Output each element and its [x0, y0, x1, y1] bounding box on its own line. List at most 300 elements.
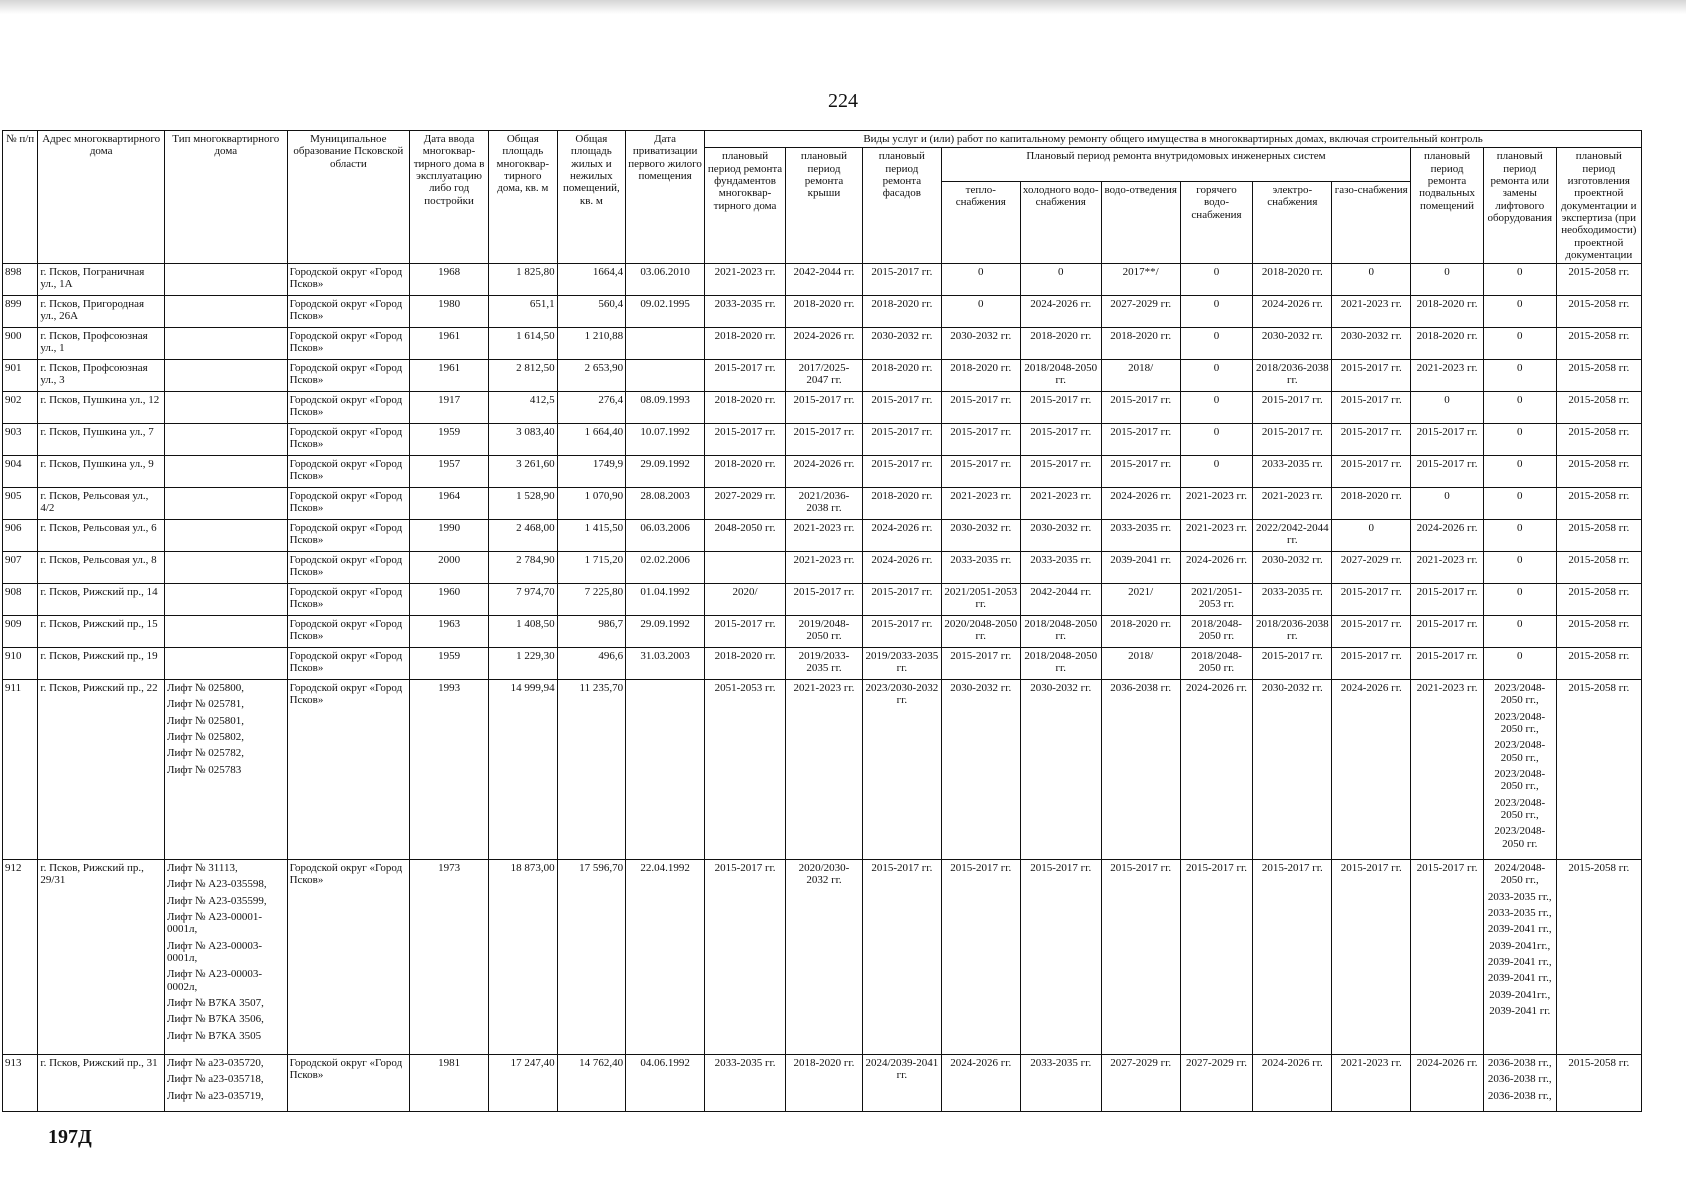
- document-code: 197Д: [48, 1126, 92, 1148]
- cell-foundation: 2027-2029 гг.: [705, 488, 786, 520]
- cell-living-area: 2 653,90: [557, 360, 626, 392]
- cell-basement: 0: [1411, 264, 1484, 296]
- header-sewer: водо-отведения: [1101, 182, 1180, 264]
- cell-gas: 2015-2017 гг.: [1332, 616, 1411, 648]
- cell-total-area: 14 999,94: [489, 680, 558, 860]
- cell-total-area: 2 468,00: [489, 520, 558, 552]
- elevator-period: 2023/2048-2050 гг.,: [1494, 796, 1546, 821]
- elevator-period: 2036-2038 гг.,: [1487, 1057, 1552, 1070]
- cell-num: 903: [3, 424, 38, 456]
- cell-address: г. Псков, Рижский пр., 31: [38, 1055, 165, 1112]
- cell-electric: 2024-2026 гг.: [1253, 296, 1332, 328]
- cell-cold-water: 2018-2020 гг.: [1020, 328, 1101, 360]
- cell-hot-water: 0: [1180, 264, 1253, 296]
- cell-living-area: 1749,9: [557, 456, 626, 488]
- cell-heat: 2030-2032 гг.: [941, 680, 1020, 860]
- cell-num: 900: [3, 328, 38, 360]
- cell-electric: 2022/2042-2044 гг.: [1253, 520, 1332, 552]
- cell-foundation: 2018-2020 гг.: [705, 392, 786, 424]
- cell-facade: 2024-2026 гг.: [862, 552, 941, 584]
- elevator-period: 2039-2041 гг.,: [1487, 923, 1552, 936]
- cell-roof: 2017/2025-2047 гг.: [786, 360, 863, 392]
- cell-cold-water: 2015-2017 гг.: [1020, 392, 1101, 424]
- cell-year: 1957: [410, 456, 489, 488]
- cell-num: 901: [3, 360, 38, 392]
- cell-privatization: 02.02.2006: [626, 552, 705, 584]
- cell-basement: 2024-2026 гг.: [1411, 520, 1484, 552]
- cell-type: [165, 360, 288, 392]
- cell-sewer: 2018/: [1101, 648, 1180, 680]
- cell-hot-water: 2021/2051-2053 гг.: [1180, 584, 1253, 616]
- cell-facade: 2015-2017 гг.: [862, 456, 941, 488]
- cell-roof: 2021-2023 гг.: [786, 552, 863, 584]
- cell-roof: 2015-2017 гг.: [786, 392, 863, 424]
- cell-living-area: 1 715,20: [557, 552, 626, 584]
- table-row: [3, 424, 1642, 456]
- cell-hot-water: 2024-2026 гг.: [1180, 680, 1253, 860]
- header-total-area: Общая площадь многоквар-тирного дома, кв. м: [489, 131, 558, 264]
- cell-electric: 2030-2032 гг.: [1253, 328, 1332, 360]
- cell-hot-water: 2021-2023 гг.: [1180, 488, 1253, 520]
- cell-address: г. Псков, Рельсовая ул., 8: [38, 552, 165, 584]
- cell-lifts: [165, 1055, 288, 1112]
- cell-foundation: 2015-2017 гг.: [705, 424, 786, 456]
- cell-living-area: 496,6: [557, 648, 626, 680]
- cell-address: г. Псков, Рижский пр., 19: [38, 648, 165, 680]
- table-row: [3, 328, 1642, 360]
- table-row: [3, 680, 1642, 860]
- cell-total-area: 651,1: [489, 296, 558, 328]
- cell-address: г. Псков, Рельсовая ул., 6: [38, 520, 165, 552]
- cell-num: 908: [3, 584, 38, 616]
- cell-type: [165, 648, 288, 680]
- cell-living-area: 7 225,80: [557, 584, 626, 616]
- cell-total-area: 3 261,60: [489, 456, 558, 488]
- cell-heat: 2030-2032 гг.: [941, 328, 1020, 360]
- cell-facade: 2015-2017 гг.: [862, 424, 941, 456]
- lift-item: Лифт № 025781,: [167, 698, 245, 711]
- cell-municipality: Городской округ «Город Псков»: [287, 456, 410, 488]
- cell-facade: 2018-2020 гг.: [862, 296, 941, 328]
- lift-item: Лифт № 025801,: [167, 714, 245, 727]
- cell-facade: 2015-2017 гг.: [862, 392, 941, 424]
- header-living-area: Общая площадь жилых и нежилых помещений, кв. м: [557, 131, 626, 264]
- cell-electric: 2015-2017 гг.: [1253, 648, 1332, 680]
- cell-design: 2015-2058 гг.: [1556, 648, 1641, 680]
- cell-num: 911: [3, 680, 38, 860]
- cell-heat: 2015-2017 гг.: [941, 392, 1020, 424]
- cell-foundation: 2033-2035 гг.: [705, 1055, 786, 1112]
- cell-sewer: 2039-2041 гг.: [1101, 552, 1180, 584]
- cell-elevator: 0: [1483, 552, 1556, 584]
- cell-privatization: [626, 328, 705, 360]
- cell-design: 2015-2058 гг.: [1556, 552, 1641, 584]
- header-systems-group: Плановый период ремонта внутридомовых инженерных систем: [941, 148, 1410, 182]
- cell-living-area: 1 415,50: [557, 520, 626, 552]
- cell-design: 2015-2058 гг.: [1556, 584, 1641, 616]
- cell-year: 1960: [410, 584, 489, 616]
- cell-year: 1917: [410, 392, 489, 424]
- cell-hot-water: 0: [1180, 424, 1253, 456]
- cell-privatization: 22.04.1992: [626, 860, 705, 1055]
- cell-design: 2015-2058 гг.: [1556, 1055, 1641, 1112]
- cell-heat: 2015-2017 гг.: [941, 424, 1020, 456]
- cell-type: [165, 424, 288, 456]
- cell-basement: 0: [1411, 488, 1484, 520]
- cell-basement: 2015-2017 гг.: [1411, 616, 1484, 648]
- cell-foundation: 2033-2035 гг.: [705, 296, 786, 328]
- cell-elevator: 0: [1483, 488, 1556, 520]
- lift-item: Лифт № В7КА 3506,: [167, 1013, 264, 1026]
- cell-roof: 2021-2023 гг.: [786, 680, 863, 860]
- cell-gas: 2015-2017 гг.: [1332, 648, 1411, 680]
- cell-heat: 2015-2017 гг.: [941, 456, 1020, 488]
- cell-basement: 2018-2020 гг.: [1411, 328, 1484, 360]
- elevator-period: 2023/2048-2050 гг.: [1494, 825, 1546, 850]
- cell-roof: 2024-2026 гг.: [786, 328, 863, 360]
- cell-living-area: 986,7: [557, 616, 626, 648]
- cell-gas: 2015-2017 гг.: [1332, 424, 1411, 456]
- table-row: [3, 520, 1642, 552]
- cell-municipality: Городской округ «Город Псков»: [287, 264, 410, 296]
- cell-municipality: Городской округ «Город Псков»: [287, 520, 410, 552]
- table-row: [3, 1055, 1642, 1112]
- header-roof: плановый период ремонта крыши: [786, 148, 863, 264]
- cell-gas: 2024-2026 гг.: [1332, 680, 1411, 860]
- cell-num: 905: [3, 488, 38, 520]
- cell-privatization: [626, 680, 705, 860]
- cell-foundation: 2051-2053 гг.: [705, 680, 786, 860]
- cell-total-area: 18 873,00: [489, 860, 558, 1055]
- cell-type: [165, 456, 288, 488]
- cell-elevator: [1483, 860, 1556, 1055]
- cell-design: 2015-2058 гг.: [1556, 680, 1641, 860]
- cell-foundation: 2015-2017 гг.: [705, 616, 786, 648]
- cell-address: г. Псков, Профсоюзная ул., 3: [38, 360, 165, 392]
- cell-facade: 2015-2017 гг.: [862, 584, 941, 616]
- cell-year: 1990: [410, 520, 489, 552]
- cell-num: 902: [3, 392, 38, 424]
- cell-address: г. Псков, Рижский пр., 14: [38, 584, 165, 616]
- cell-type: [165, 392, 288, 424]
- cell-design: 2015-2058 гг.: [1556, 616, 1641, 648]
- cell-gas: 0: [1332, 264, 1411, 296]
- cell-municipality: Городской округ «Город Псков»: [287, 392, 410, 424]
- cell-facade: 2018-2020 гг.: [862, 488, 941, 520]
- cell-living-area: 1 664,40: [557, 424, 626, 456]
- cell-type: [165, 328, 288, 360]
- cell-foundation: 2021-2023 гг.: [705, 264, 786, 296]
- cell-electric: 2033-2035 гг.: [1253, 456, 1332, 488]
- cell-address: г. Псков, Пушкина ул., 9: [38, 456, 165, 488]
- cell-roof: 2020/2030-2032 гг.: [786, 860, 863, 1055]
- lift-item: Лифт № В7КА 3507,: [167, 996, 264, 1009]
- cell-sewer: 2021/: [1101, 584, 1180, 616]
- cell-municipality: Городской округ «Город Псков»: [287, 680, 410, 860]
- header-hot-water: горячего водо-снабжения: [1180, 182, 1253, 264]
- cell-roof: 2019/2033-2035 гг.: [786, 648, 863, 680]
- cell-heat: 0: [941, 264, 1020, 296]
- cell-municipality: Городской округ «Город Псков»: [287, 584, 410, 616]
- cell-gas: 2015-2017 гг.: [1332, 584, 1411, 616]
- lift-item: Лифт № А23-035599,: [167, 894, 267, 907]
- elevator-period: 2039-2041 гг.: [1489, 1004, 1551, 1017]
- cell-heat: 2015-2017 гг.: [941, 860, 1020, 1055]
- cell-privatization: 28.08.2003: [626, 488, 705, 520]
- table-row: [3, 860, 1642, 1055]
- lift-item: Лифт № 31113,: [167, 862, 238, 875]
- lift-item: Лифт № 025800,: [167, 682, 245, 695]
- cell-privatization: [626, 360, 705, 392]
- cell-year: 1959: [410, 424, 489, 456]
- cell-hot-water: 0: [1180, 456, 1253, 488]
- cell-cold-water: 2015-2017 гг.: [1020, 860, 1101, 1055]
- cell-address: г. Псков, Пригородная ул., 26А: [38, 296, 165, 328]
- lift-item: Лифт № А23-035598,: [167, 878, 267, 891]
- cell-elevator: [1483, 1055, 1556, 1112]
- elevator-period: 2039-2041гг.,: [1489, 988, 1551, 1001]
- cell-living-area: 560,4: [557, 296, 626, 328]
- header-design-docs: плановый период изготовления проектной документации и экспертиза (при необходимости) проектной документации: [1556, 148, 1641, 264]
- cell-foundation: 2015-2017 гг.: [705, 860, 786, 1055]
- header-basement: плановый период ремонта подвальных помещений: [1411, 148, 1484, 264]
- cell-elevator: 0: [1483, 584, 1556, 616]
- lift-item: Лифт № 025782,: [167, 747, 245, 760]
- header-works-group: Виды услуг и (или) работ по капитальному ремонту общего имущества в многоквартирных домах, включая строительный контроль: [705, 131, 1642, 148]
- elevator-period: 2039-2041 гг.,: [1487, 956, 1552, 968]
- cell-basement: 0: [1411, 392, 1484, 424]
- cell-type: [165, 296, 288, 328]
- cell-heat: 2033-2035 гг.: [941, 552, 1020, 584]
- cell-hot-water: 2027-2029 гг.: [1180, 1055, 1253, 1112]
- cell-cold-water: 0: [1020, 264, 1101, 296]
- cell-gas: 2015-2017 гг.: [1332, 860, 1411, 1055]
- cell-gas: 2021-2023 гг.: [1332, 1055, 1411, 1112]
- cell-foundation: 2020/: [705, 584, 786, 616]
- cell-roof: 2019/2048-2050 гг.: [786, 616, 863, 648]
- cell-privatization: 08.09.1993: [626, 392, 705, 424]
- cell-heat: 0: [941, 296, 1020, 328]
- elevator-period: 2023/2048-2050 гг.,: [1494, 768, 1546, 793]
- cell-cold-water: 2018/2048-2050 гг.: [1020, 648, 1101, 680]
- cell-design: 2015-2058 гг.: [1556, 296, 1641, 328]
- elevator-period: 2023/2048-2050 гг.,: [1494, 710, 1546, 736]
- cell-elevator: 0: [1483, 360, 1556, 392]
- cell-hot-water: 0: [1180, 392, 1253, 424]
- cell-sewer: 2017**/: [1101, 264, 1180, 296]
- cell-cold-water: 2018/2048-2050 гг.: [1020, 360, 1101, 392]
- cell-foundation: 2018-2020 гг.: [705, 328, 786, 360]
- cell-year: 1993: [410, 680, 489, 860]
- cell-heat: 2021-2023 гг.: [941, 488, 1020, 520]
- table-header: [3, 131, 1642, 264]
- lift-item: Лифт № В7КА 3505: [167, 1029, 262, 1042]
- cell-electric: 2030-2032 гг.: [1253, 680, 1332, 860]
- cell-electric: 2030-2032 гг.: [1253, 552, 1332, 584]
- cell-lifts: [165, 860, 288, 1055]
- lift-item: Лифт № А23-00001-0001л,: [167, 911, 263, 936]
- cell-basement: 2015-2017 гг.: [1411, 584, 1484, 616]
- cell-gas: 2027-2029 гг.: [1332, 552, 1411, 584]
- cell-year: 2000: [410, 552, 489, 584]
- cell-privatization: 29.09.1992: [626, 616, 705, 648]
- cell-design: 2015-2058 гг.: [1556, 264, 1641, 296]
- table-row: [3, 584, 1642, 616]
- cell-year: 1981: [410, 1055, 489, 1112]
- lift-item: Лифт № а23-035719,: [167, 1089, 264, 1102]
- cell-gas: 0: [1332, 520, 1411, 552]
- cell-gas: 2015-2017 гг.: [1332, 360, 1411, 392]
- header-heat: тепло-снабжения: [941, 182, 1020, 264]
- cell-electric: 2015-2017 гг.: [1253, 424, 1332, 456]
- cell-cold-water: 2024-2026 гг.: [1020, 296, 1101, 328]
- cell-roof: 2015-2017 гг.: [786, 424, 863, 456]
- cell-heat: 2018-2020 гг.: [941, 360, 1020, 392]
- cell-municipality: Городской округ «Город Псков»: [287, 296, 410, 328]
- header-commission: Дата ввода многоквар-тирного дома в эксплуатацию либо год постройки: [410, 131, 489, 264]
- cell-roof: 2015-2017 гг.: [786, 584, 863, 616]
- cell-type: [165, 520, 288, 552]
- elevator-period: 2033-2035 гг.,: [1487, 890, 1552, 903]
- cell-address: г. Псков, Рельсовая ул., 4/2: [38, 488, 165, 520]
- cell-sewer: 2033-2035 гг.: [1101, 520, 1180, 552]
- table-row: [3, 392, 1642, 424]
- cell-address: г. Псков, Рижский пр., 15: [38, 616, 165, 648]
- cell-sewer: 2027-2029 гг.: [1101, 296, 1180, 328]
- cell-electric: 2033-2035 гг.: [1253, 584, 1332, 616]
- cell-municipality: Городской округ «Город Псков»: [287, 1055, 410, 1112]
- cell-total-area: 17 247,40: [489, 1055, 558, 1112]
- cell-electric: 2018/2036-2038 гг.: [1253, 616, 1332, 648]
- cell-living-area: 1 210,88: [557, 328, 626, 360]
- cell-electric: 2015-2017 гг.: [1253, 392, 1332, 424]
- cell-facade: 2018-2020 гг.: [862, 360, 941, 392]
- cell-gas: 2015-2017 гг.: [1332, 456, 1411, 488]
- cell-hot-water: 2018/2048-2050 гг.: [1180, 648, 1253, 680]
- cell-total-area: 2 812,50: [489, 360, 558, 392]
- cell-elevator: 0: [1483, 424, 1556, 456]
- cell-basement: 2015-2017 гг.: [1411, 456, 1484, 488]
- cell-heat: 2015-2017 гг.: [941, 648, 1020, 680]
- header-num: № п/п: [3, 131, 38, 264]
- header-foundation: плановый период ремонта фундаментов многоквар-тирного дома: [705, 148, 786, 264]
- cell-heat: 2020/2048-2050 гг.: [941, 616, 1020, 648]
- cell-design: 2015-2058 гг.: [1556, 488, 1641, 520]
- cell-design: 2015-2058 гг.: [1556, 328, 1641, 360]
- cell-privatization: 31.03.2003: [626, 648, 705, 680]
- cell-municipality: Городской округ «Город Псков»: [287, 860, 410, 1055]
- cell-sewer: 2024-2026 гг.: [1101, 488, 1180, 520]
- cell-total-area: 2 784,90: [489, 552, 558, 584]
- elevator-period: 2039-2041гг.,: [1489, 939, 1551, 952]
- cell-living-area: 17 596,70: [557, 860, 626, 1055]
- elevator-period: 2023/2048-2050 гг.,: [1494, 739, 1546, 764]
- cell-privatization: 10.07.1992: [626, 424, 705, 456]
- cell-hot-water: 2024-2026 гг.: [1180, 552, 1253, 584]
- cell-municipality: Городской округ «Город Псков»: [287, 648, 410, 680]
- cell-total-area: 1 614,50: [489, 328, 558, 360]
- lift-item: Лифт № А23-00003-0002л,: [167, 968, 263, 993]
- cell-privatization: 01.04.1992: [626, 584, 705, 616]
- cell-municipality: Городской округ «Город Псков»: [287, 360, 410, 392]
- cell-elevator: [1483, 680, 1556, 860]
- cell-address: г. Псков, Пушкина ул., 12: [38, 392, 165, 424]
- cell-cold-water: 2015-2017 гг.: [1020, 424, 1101, 456]
- cell-heat: 2030-2032 гг.: [941, 520, 1020, 552]
- cell-type: [165, 488, 288, 520]
- elevator-period: 2036-2038 гг.,: [1487, 1089, 1552, 1102]
- cell-cold-water: 2042-2044 гг.: [1020, 584, 1101, 616]
- cell-electric: 2018-2020 гг.: [1253, 264, 1332, 296]
- repair-schedule-table: [2, 130, 1642, 1112]
- cell-elevator: 0: [1483, 264, 1556, 296]
- cell-facade: 2015-2017 гг.: [862, 264, 941, 296]
- cell-address: г. Псков, Профсоюзная ул., 1: [38, 328, 165, 360]
- cell-roof: 2024-2026 гг.: [786, 456, 863, 488]
- elevator-period: 2039-2041 гг.,: [1487, 972, 1552, 985]
- cell-municipality: Городской округ «Город Псков»: [287, 328, 410, 360]
- header-municipality: Муниципальное образование Псковской области: [287, 131, 410, 264]
- cell-total-area: 3 083,40: [489, 424, 558, 456]
- cell-total-area: 1 408,50: [489, 616, 558, 648]
- cell-roof: 2018-2020 гг.: [786, 1055, 863, 1112]
- cell-sewer: 2018-2020 гг.: [1101, 328, 1180, 360]
- cell-total-area: 1 825,80: [489, 264, 558, 296]
- page-number: 224: [828, 90, 858, 112]
- cell-design: 2015-2058 гг.: [1556, 520, 1641, 552]
- cell-sewer: 2015-2017 гг.: [1101, 392, 1180, 424]
- cell-lifts: [165, 680, 288, 860]
- cell-address: г. Псков, Рижский пр., 22: [38, 680, 165, 860]
- cell-year: 1959: [410, 648, 489, 680]
- cell-basement: 2018-2020 гг.: [1411, 296, 1484, 328]
- cell-electric: 2024-2026 гг.: [1253, 1055, 1332, 1112]
- cell-sewer: 2018-2020 гг.: [1101, 616, 1180, 648]
- cell-sewer: 2018/: [1101, 360, 1180, 392]
- cell-year: 1964: [410, 488, 489, 520]
- cell-type: [165, 552, 288, 584]
- cell-privatization: 09.02.1995: [626, 296, 705, 328]
- cell-type: [165, 616, 288, 648]
- cell-year: 1961: [410, 360, 489, 392]
- cell-elevator: 0: [1483, 456, 1556, 488]
- cell-electric: 2015-2017 гг.: [1253, 860, 1332, 1055]
- cell-num: 909: [3, 616, 38, 648]
- cell-num: 899: [3, 296, 38, 328]
- header-electric: электро-снабжения: [1253, 182, 1332, 264]
- cell-facade: 2024-2026 гг.: [862, 520, 941, 552]
- cell-num: 898: [3, 264, 38, 296]
- elevator-period: 2036-2038 гг.,: [1487, 1073, 1552, 1086]
- cell-basement: 2021-2023 гг.: [1411, 680, 1484, 860]
- cell-num: 904: [3, 456, 38, 488]
- header-privatization: Дата приватизации первого жилого помещения: [626, 131, 705, 264]
- cell-year: 1973: [410, 860, 489, 1055]
- table-row: [3, 264, 1642, 296]
- cell-elevator: 0: [1483, 616, 1556, 648]
- cell-roof: 2021-2023 гг.: [786, 520, 863, 552]
- cell-facade: 2030-2032 гг.: [862, 328, 941, 360]
- table-body: [3, 264, 1642, 680]
- table-body-lift-rows: [3, 680, 1642, 1112]
- cell-facade: 2015-2017 гг.: [862, 616, 941, 648]
- cell-foundation: 2018-2020 гг.: [705, 456, 786, 488]
- cell-facade: 2015-2017 гг.: [862, 860, 941, 1055]
- cell-num: 913: [3, 1055, 38, 1112]
- cell-living-area: 276,4: [557, 392, 626, 424]
- cell-cold-water: 2015-2017 гг.: [1020, 456, 1101, 488]
- cell-roof: 2042-2044 гг.: [786, 264, 863, 296]
